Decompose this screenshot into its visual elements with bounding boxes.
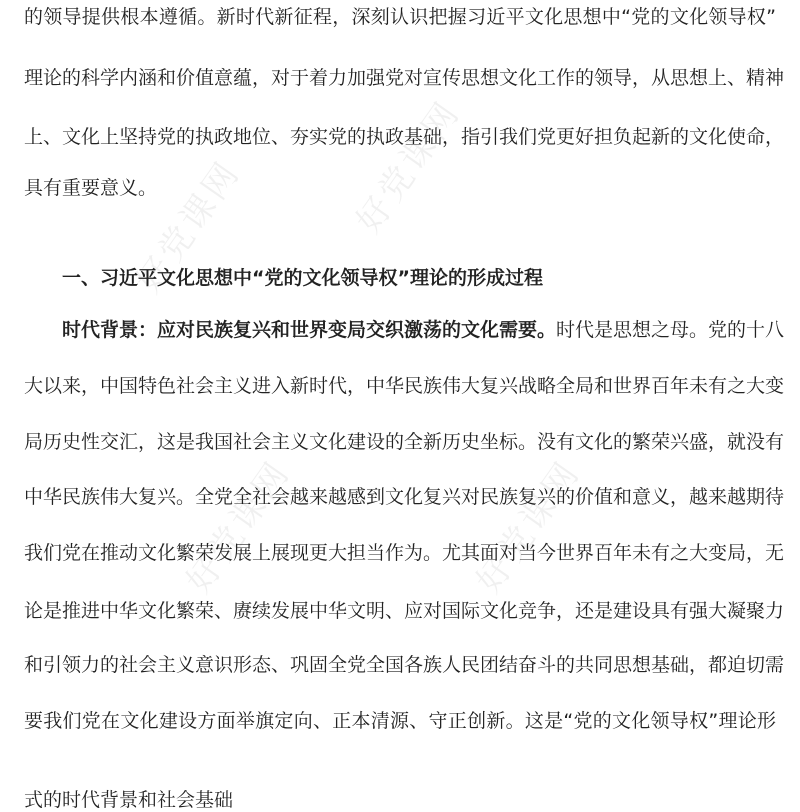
text-line: 论是推进中华文化繁荣、赓续发展中华文明、应对国际文化竞争，还是建设具有强大凝聚力 [24,600,785,622]
text-line: 理论的科学内涵和价值意蕴，对于着力加强党对宣传思想文化工作的领导，从思想上、精神 [24,67,785,89]
watermark-text: 好党课网 [128,152,249,301]
text-line [62,318,785,342]
text-line: 的领导提供根本遵循。新时代新征程，深刻认识把握习近平文化思想中“党的文化领导权” [24,6,776,28]
text-line: 要我们党在文化建设方面举旗定向、正本清源、守正创新。这是“党的文化领导权”理论形 [24,710,776,732]
text-line: 和引领力的社会主义意识形态、巩固全党全国各族人民团结奋斗的共同思想基础，都迫切需 [24,654,785,676]
text-line: 具有重要意义。 [24,177,158,199]
watermark-text: 好党课网 [178,452,299,601]
text-line: 中华民族伟大复兴。全党全社会越来越感到文化复兴对民族复兴的价值和意义，越来越期待 [24,486,785,508]
watermark-text: 好党课网 [348,92,469,241]
lead-rest: 时代是思想之母。党的十八 [556,319,785,341]
text-line: 我们党在推动文化繁荣发展上展现更大担当作为。尤其面对当今世界百年未有之大变局，无 [24,542,785,564]
text-line: 式的时代背景和社会基础 [24,789,234,811]
text-line: 局历史性交汇，这是我国社会主义文化建设的全新历史坐标。没有文化的繁荣兴盛，就没有 [24,431,785,453]
text-line: 上、文化上坚持党的执政地位、夯实党的执政基础，指引我们党更好担负起新的文化使命， [24,126,785,148]
section-heading: 一、习近平文化思想中“党的文化领导权”理论的形成过程 [62,267,543,289]
lead-sentence-bold: 时代背景：应对民族复兴和世界变局交织激荡的文化需要。 [62,319,557,341]
text-line: 大以来，中国特色社会主义进入新时代，中华民族伟大复兴战略全局和世界百年未有之大变 [24,375,785,397]
watermark-text: 好党课网 [468,452,589,601]
